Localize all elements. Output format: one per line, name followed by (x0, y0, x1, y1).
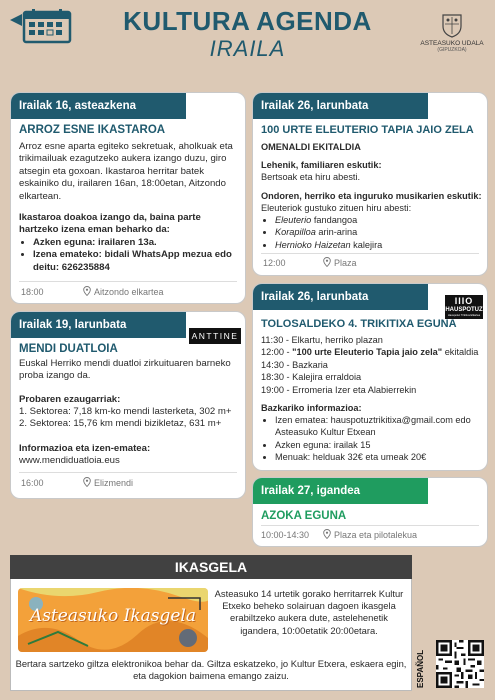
info-item: • Izen ematea: hauspotuztrikitixa@gmail.com edo Asteasuko Kultur Etxean (275, 414, 485, 439)
event-card-trikitixa (252, 283, 488, 471)
info-item: • Menuak: helduak 32€ eta umeak 20€ (275, 451, 485, 463)
qr-code-icon[interactable] (436, 640, 484, 688)
event-title: TOLOSALDEKO 4. TRIKITIXA EGUNA (261, 318, 457, 330)
event-time: 12:00 (263, 258, 286, 268)
crest-icon (440, 12, 464, 38)
bullet-item: • Azken eguna: irailaren 13a. (33, 237, 239, 249)
hauspotuz-mark-icon: IIIO (454, 296, 474, 306)
hauspotuz-logo (445, 295, 483, 319)
brand-sub: Hauspotuz Trikitixa Elkartea (447, 314, 481, 317)
ikasgela-banner (18, 588, 208, 652)
banner-text: Asteasuko Ikasgela (29, 606, 197, 626)
schedule-row: 11:30 - Elkartu, herriko plazan (261, 335, 383, 345)
ikasgela-footer: Bertara sartzeko giltza elektronikoa behar da. Giltza eskatzeko, jo Kultur Etxera, eskaera egin, eta dagokion baimena emango zaizu. (15, 658, 407, 682)
event-time: 18:00 (21, 287, 44, 297)
divider (19, 281, 237, 282)
info-url[interactable]: www.mendiduatloia.eus (19, 455, 120, 466)
event-card-duatloia (10, 311, 246, 499)
event-date: Irailak 19, larunbata (11, 312, 186, 338)
schedule-row: 19:00 - Erromeria Izer eta Alabierrekin (261, 384, 417, 395)
brand-name: HAUSPOTUZ (445, 307, 483, 313)
agenda-title: KULTURA AGENDA (123, 6, 372, 36)
event-place (323, 529, 417, 540)
event-title: 100 URTE ELEUTERIO TAPIA JAIO ZELA (261, 124, 474, 136)
schedule-row: 12:00 - "100 urte Eleuterio Tapia jaio zela" ekitaldia (261, 347, 479, 358)
part1-title: Lehenik, familiaren eskutik: (261, 160, 382, 170)
location-pin-icon (83, 477, 91, 487)
info-list (261, 414, 485, 464)
schedule-row: 18:30 - Kalejira erraldoia (261, 372, 362, 383)
place-label: Plaza eta pilotalekua (334, 530, 418, 540)
event-subtitle: OMENALDI EKITALDIA (261, 142, 361, 152)
ikasgela-title: IKASGELA (10, 555, 412, 579)
month-subtitle: IRAILA (209, 36, 286, 61)
location-pin-icon (323, 257, 331, 267)
event-date: Irailak 26, larunbata (253, 93, 428, 119)
place-label: Aitzondo elkartea (94, 287, 164, 297)
info-title: Informazioa eta izen-ematea: (19, 443, 151, 454)
event-date: Irailak 26, larunbata (253, 284, 428, 310)
event-date: Irailak 27, igandea (253, 478, 428, 504)
event-title: AZOKA EGUNA (261, 510, 347, 522)
bullet-item: • Izena emateko: bidali WhatsApp mezua edo deitu: 626235884 (33, 249, 239, 274)
song-item: • Eleuterio fandangoa (275, 214, 382, 226)
event-title: MENDI DUATLOIA (19, 343, 118, 355)
divider (261, 525, 479, 526)
schedule (261, 334, 485, 396)
features-line: 2. Sektorea: 15,76 km mendi bizikletaz, 631 m+ (19, 418, 222, 429)
event-place (323, 257, 357, 268)
place-label: Plaza (334, 258, 357, 268)
logo-name: ASTEASUKO UDALA (420, 40, 484, 47)
part1-text: Bertsoak eta hiru abesti. (261, 172, 361, 182)
features-title: Probaren ezaugarriak: (19, 394, 121, 405)
town-logo (418, 12, 486, 53)
info-item: • Azken eguna: irailak 15 (275, 439, 485, 451)
event-desc: Euskal Herriko mendi duatloi zirkuituaren barneko proba izango da. (19, 358, 231, 382)
event-place (83, 477, 133, 488)
event-date: Irailak 16, asteazkena (11, 93, 186, 119)
event-bullets (19, 237, 239, 274)
event-card-arroz (10, 92, 246, 304)
logo-sub: (GIPUZKOA) (437, 47, 467, 53)
songs-list (261, 214, 382, 251)
part2-text: Eleuteriok gustuko zituen hiru abesti: (261, 203, 412, 213)
song-item: • Korapilloa arin-arina (275, 226, 382, 238)
schedule-row: 14:30 - Bazkaria (261, 359, 328, 370)
ikasgela-desc: Asteasuko 14 urtetik gorako herritarrek Kultur Etxeko beheko solairuan dagoen ikasgela erabiltzeko aukera dute, astelehenetik igandera, 10:00etatik 20:00etara. (214, 588, 404, 636)
event-title: ARROZ ESNE IKASTAROA (19, 124, 166, 136)
language-label: ESPAÑOL (416, 649, 425, 688)
location-pin-icon (323, 529, 331, 539)
song-item: • Hernioko Haizetan kalejira (275, 239, 382, 251)
event-note: Ikastaroa doakoa izango da, baina parte hartzeko izena eman beharko da: (19, 212, 201, 236)
divider (19, 472, 237, 473)
event-time: 10:00-14:30 (261, 530, 310, 540)
anttine-logo: ANTTINE (189, 328, 241, 344)
event-desc: Arroz esne aparta egiteko sekretuak, aholkuak eta trikimailuak ezagutzeko aukera izango duzu, giro atsegin eta goxoan. Ikastaroa herritar batek eskainiko du, irailaren 16an, 18:00etan, Aitzondo elkartean. (19, 141, 233, 202)
event-card-omenaldia (252, 92, 488, 276)
event-time: 16:00 (21, 478, 44, 488)
event-place (83, 286, 164, 297)
place-label: Elizmendi (94, 478, 134, 488)
features-line: 1. Sektorea: 7,18 km-ko mendi lasterketa, 302 m+ (19, 406, 232, 417)
info-title: Bazkariko informazioa: (261, 403, 362, 413)
location-pin-icon (83, 286, 91, 296)
event-card-azoka (252, 477, 488, 547)
part2-title: Ondoren, herriko eta inguruko musikarien eskutik: (261, 191, 482, 201)
divider (261, 253, 479, 254)
